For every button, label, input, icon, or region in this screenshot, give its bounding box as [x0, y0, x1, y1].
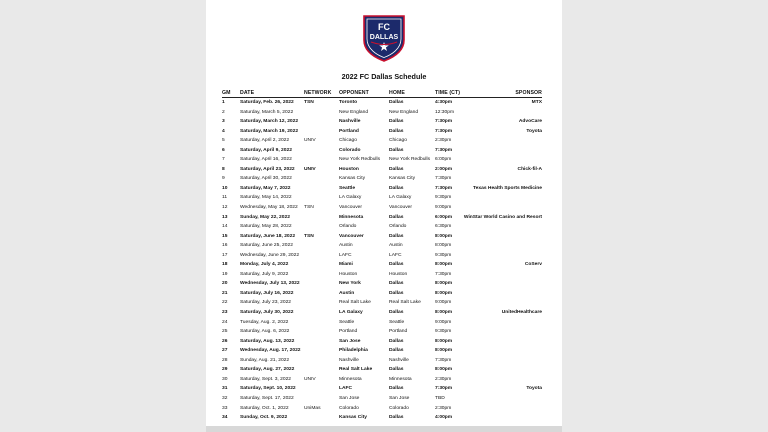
game-number: 9 [222, 176, 225, 182]
opponent: Chicago [339, 138, 357, 144]
kickoff-time: 6:00pm [435, 157, 452, 163]
opponent: Nashville [339, 357, 359, 363]
header-opponent: OPPONENT [339, 90, 369, 96]
kickoff-time: 7:30pm [435, 357, 452, 363]
game-number: 2 [222, 109, 225, 115]
game-date: Saturday, April 9, 2022 [240, 147, 292, 153]
opponent: Orlando [339, 224, 357, 230]
header-date: DATE [240, 90, 255, 96]
table-row [222, 146, 542, 156]
kickoff-time: 2:30pm [435, 405, 452, 411]
home-team: New England [389, 109, 419, 115]
opponent: Kansas City [339, 176, 366, 182]
home-team: New York Redbulls [389, 157, 431, 163]
kickoff-time: 8:00pm [435, 310, 453, 316]
game-number: 11 [222, 195, 228, 201]
kickoff-time: 8:00pm [435, 281, 453, 287]
game-date: Wednesday, June 29, 2022 [240, 252, 300, 258]
home-team: Houston [389, 271, 408, 277]
opponent: Miami [339, 262, 353, 268]
opponent: Colorado [339, 405, 359, 411]
game-number: 13 [222, 214, 228, 220]
home-team: Kansas City [389, 176, 416, 182]
game-number: 17 [222, 252, 228, 258]
header-divider [222, 97, 542, 98]
opponent: San Jose [339, 395, 360, 401]
game-date: Wednesday, July 13, 2022 [240, 281, 300, 287]
table-row [222, 175, 542, 185]
sponsor: AdvoCare [518, 119, 542, 125]
fc-dallas-crest-logo [362, 14, 406, 62]
game-date: Saturday, May 7, 2022 [240, 185, 291, 191]
home-team: Dallas [389, 147, 404, 153]
kickoff-time: 8:00pm [435, 262, 453, 268]
sponsor: Toyota [526, 128, 542, 134]
table-row [222, 385, 542, 395]
table-row [222, 156, 542, 166]
kickoff-time: 2:30pm [435, 376, 452, 382]
home-team: Dallas [389, 214, 404, 220]
game-number: 31 [222, 386, 228, 392]
kickoff-time: 7:30pm [435, 176, 452, 182]
home-team: Dallas [389, 386, 404, 392]
game-date: Wednesday, Aug. 17, 2022 [240, 348, 301, 354]
game-number: 24 [222, 319, 228, 325]
opponent: Portland [339, 329, 358, 335]
kickoff-time: 7:30pm [435, 128, 453, 134]
home-team: Vancouver [389, 205, 413, 211]
sponsor: Chick-fil-A [517, 166, 542, 172]
table-row [222, 280, 542, 290]
home-team: Dallas [389, 310, 404, 316]
opponent: Nashville [339, 119, 361, 125]
home-team: Portland [389, 329, 408, 335]
tv-network: UNIV [304, 376, 316, 382]
kickoff-time: 2:30pm [435, 138, 452, 144]
table-row [222, 127, 542, 137]
opponent: Philadelphia [339, 348, 368, 354]
opponent: Colorado [339, 147, 361, 153]
opponent: LAFC [339, 252, 352, 258]
table-row [222, 108, 542, 118]
game-number: 19 [222, 271, 228, 277]
game-number: 28 [222, 357, 228, 363]
game-number: 20 [222, 281, 228, 287]
game-number: 27 [222, 348, 228, 354]
game-number: 30 [222, 376, 228, 382]
home-team: Orlando [389, 224, 407, 230]
page-bottom-edge [206, 426, 562, 432]
game-number: 16 [222, 243, 228, 249]
opponent: Vancouver [339, 205, 363, 211]
kickoff-time: 7:30pm [435, 119, 453, 125]
opponent: Seattle [339, 185, 356, 191]
kickoff-time: 4:00pm [435, 415, 453, 421]
opponent: Toronto [339, 100, 358, 105]
home-team: LAFC [389, 252, 402, 258]
game-date: Saturday, April 23, 2022 [240, 166, 295, 172]
tv-network: UNIV [304, 166, 316, 172]
table-row [222, 194, 542, 204]
game-date: Sunday, Aug. 21, 2022 [240, 357, 290, 363]
home-team: Dallas [389, 348, 404, 354]
home-team: Austin [389, 243, 403, 249]
table-row [222, 251, 542, 261]
game-date: Saturday, Oct. 1, 2022 [240, 405, 289, 411]
tv-network: UniMas [304, 405, 321, 411]
game-date: Saturday, May 14, 2022 [240, 195, 292, 201]
kickoff-time: 9:30pm [435, 252, 452, 258]
table-row [222, 299, 542, 309]
home-team: Dallas [389, 338, 404, 344]
table-row [222, 375, 542, 385]
game-number: 22 [222, 300, 228, 306]
kickoff-time: 9:30pm [435, 195, 452, 201]
sponsor: CoServ [524, 262, 542, 268]
game-number: 3 [222, 119, 225, 125]
game-date: Saturday, March 19, 2022 [240, 128, 299, 134]
sponsor: Texas Health Sports Medicine [473, 185, 542, 191]
game-date: Saturday, July 9, 2022 [240, 271, 289, 277]
home-team: Dallas [389, 262, 404, 268]
game-number: 4 [222, 128, 225, 134]
game-date: Saturday, July 23, 2022 [240, 300, 292, 306]
home-team: Dallas [389, 367, 404, 373]
kickoff-time: 7:30pm [435, 271, 452, 277]
opponent: Vancouver [339, 233, 364, 239]
game-number: 18 [222, 262, 228, 268]
kickoff-time: 9:00pm [435, 300, 452, 306]
home-team: Minnesota [389, 376, 412, 382]
opponent: LAFC [339, 386, 353, 392]
game-date: Sunday, May 22, 2022 [240, 214, 290, 220]
kickoff-time: 6:30pm [435, 224, 452, 230]
header-network: NETWORK [304, 90, 332, 96]
opponent: Real Salt Lake [339, 367, 373, 373]
home-team: Seattle [389, 319, 405, 325]
game-number: 7 [222, 157, 225, 163]
opponent: Minnesota [339, 214, 364, 220]
opponent: Minnesota [339, 376, 362, 382]
opponent: Austin [339, 290, 355, 296]
opponent: Houston [339, 271, 358, 277]
table-row [222, 232, 542, 242]
home-team: Dallas [389, 128, 404, 134]
game-date: Saturday, June 18, 2022 [240, 233, 296, 239]
game-number: 25 [222, 329, 228, 335]
table-row [222, 347, 542, 357]
kickoff-time: 8:00pm [435, 290, 453, 296]
game-date: Saturday, March 12, 2022 [240, 119, 299, 125]
game-number: 26 [222, 338, 228, 344]
game-date: Saturday, April 2, 2022 [240, 138, 290, 144]
table-row [222, 414, 542, 424]
table-row [222, 118, 542, 128]
game-number: 34 [222, 415, 228, 421]
table-row [222, 242, 542, 252]
header-time: TIME (CT) [435, 90, 461, 96]
opponent: Houston [339, 166, 359, 172]
kickoff-time: 4:30pm [435, 100, 453, 105]
game-date: Saturday, Aug. 6, 2022 [240, 329, 290, 335]
game-date: Monday, July 4, 2022 [240, 262, 289, 268]
kickoff-time: 7:30pm [435, 147, 453, 153]
kickoff-time: 9:30pm [435, 329, 452, 335]
tv-network: TSN [304, 233, 314, 239]
home-team: Dallas [389, 281, 404, 287]
home-team: Colorado [389, 405, 409, 411]
table-row [222, 223, 542, 233]
game-date: Saturday, July 30, 2022 [240, 310, 294, 316]
kickoff-time: 8:00pm [435, 348, 453, 354]
kickoff-time: 6:00pm [435, 214, 453, 220]
game-number: 15 [222, 233, 228, 239]
schedule-title: 2022 FC Dallas Schedule [341, 72, 427, 81]
game-number: 8 [222, 166, 225, 172]
sponsor: MTX [531, 100, 542, 105]
table-row [222, 204, 542, 214]
game-number: 23 [222, 310, 228, 316]
home-team: Dallas [389, 100, 404, 105]
game-date: Saturday, May 28, 2022 [240, 224, 292, 230]
home-team: Dallas [389, 185, 404, 191]
table-row [222, 289, 542, 299]
game-date: Saturday, Aug. 13, 2022 [240, 338, 295, 344]
game-number: 14 [222, 224, 228, 230]
home-team: Dallas [389, 233, 404, 239]
opponent: LA Galaxy [339, 195, 362, 201]
game-date: Saturday, Feb. 26, 2022 [240, 100, 294, 105]
table-row [222, 356, 542, 366]
kickoff-time: 2:00pm [435, 166, 453, 172]
kickoff-time: 8:00pm [435, 233, 453, 239]
table-row [222, 137, 542, 147]
table-row [222, 165, 542, 175]
opponent: Kansas City [339, 415, 367, 421]
home-team: Nashville [389, 357, 409, 363]
kickoff-time: 9:00pm [435, 205, 452, 211]
table-row [222, 404, 542, 414]
table-row [222, 261, 542, 271]
opponent: Real Salt Lake [339, 300, 371, 306]
home-team: Chicago [389, 138, 407, 144]
table-row [222, 318, 542, 328]
kickoff-time: TBD [435, 395, 445, 401]
opponent: Portland [339, 128, 359, 134]
game-date: Saturday, June 25, 2022 [240, 243, 293, 249]
table-row [222, 328, 542, 338]
home-team: San Jose [389, 395, 410, 401]
opponent: Austin [339, 243, 353, 249]
header-home: HOME [389, 90, 405, 96]
kickoff-time: 7:30pm [435, 386, 453, 392]
table-row [222, 213, 542, 223]
opponent: New England [339, 109, 369, 115]
kickoff-time: 8:00pm [435, 367, 453, 373]
tv-network: TSN [304, 100, 314, 105]
game-date: Saturday, March 5, 2022 [240, 109, 294, 115]
game-number: 32 [222, 395, 228, 401]
kickoff-time: 12:30pm [435, 109, 455, 115]
home-team: LA Galaxy [389, 195, 412, 201]
table-row [222, 184, 542, 194]
game-date: Saturday, July 16, 2022 [240, 290, 294, 296]
game-date: Saturday, April 30, 2022 [240, 176, 292, 182]
home-team: Dallas [389, 290, 404, 296]
schedule-table-body [222, 99, 542, 424]
kickoff-time: 7:30pm [435, 185, 453, 191]
opponent: New York [339, 281, 361, 287]
game-number: 5 [222, 138, 225, 144]
sponsor: UnitedHealthcare [501, 310, 542, 316]
header-gm: GM [222, 90, 231, 96]
game-date: Sunday, Oct. 9, 2022 [240, 415, 288, 421]
table-row [222, 270, 542, 280]
game-date: Saturday, Aug. 27, 2022 [240, 367, 295, 373]
game-number: 29 [222, 367, 228, 373]
game-number: 12 [222, 205, 228, 211]
header-sponsor: SPONSOR [515, 90, 542, 96]
game-date: Saturday, Sept. 17, 2022 [240, 395, 294, 401]
game-number: 10 [222, 185, 228, 191]
kickoff-time: 9:00pm [435, 319, 452, 325]
tv-network: UNIV [304, 138, 316, 144]
home-team: Dallas [389, 119, 404, 125]
svg-text:FC: FC [378, 22, 390, 32]
sponsor: Toyota [526, 386, 542, 392]
kickoff-time: 8:00pm [435, 338, 453, 344]
opponent: LA Galaxy [339, 310, 363, 316]
opponent: New York Redbulls [339, 157, 381, 163]
table-row [222, 394, 542, 404]
game-date: Tuesday, Aug. 2, 2022 [240, 319, 289, 325]
game-date: Saturday, Sept. 3, 2022 [240, 376, 292, 382]
sponsor: WinStar World Casino and Resort [463, 214, 542, 220]
game-number: 21 [222, 290, 228, 296]
home-team: Dallas [389, 166, 404, 172]
kickoff-time: 8:00pm [435, 243, 452, 249]
table-row [222, 337, 542, 347]
home-team: Dallas [389, 415, 404, 421]
table-row [222, 99, 542, 109]
table-row [222, 309, 542, 319]
game-number: 6 [222, 147, 225, 153]
opponent: San Jose [339, 338, 361, 344]
game-date: Saturday, April 16, 2022 [240, 157, 292, 163]
svg-text:DALLAS: DALLAS [369, 34, 399, 41]
game-date: Wednesday, May 18, 2022 [240, 205, 298, 211]
home-team: Real Salt Lake [389, 300, 421, 306]
table-row [222, 366, 542, 376]
game-date: Saturday, Sept. 10, 2022 [240, 386, 296, 392]
opponent: Seattle [339, 319, 355, 325]
game-number: 1 [222, 100, 225, 105]
tv-network: TSN [304, 205, 314, 211]
game-number: 33 [222, 405, 228, 411]
